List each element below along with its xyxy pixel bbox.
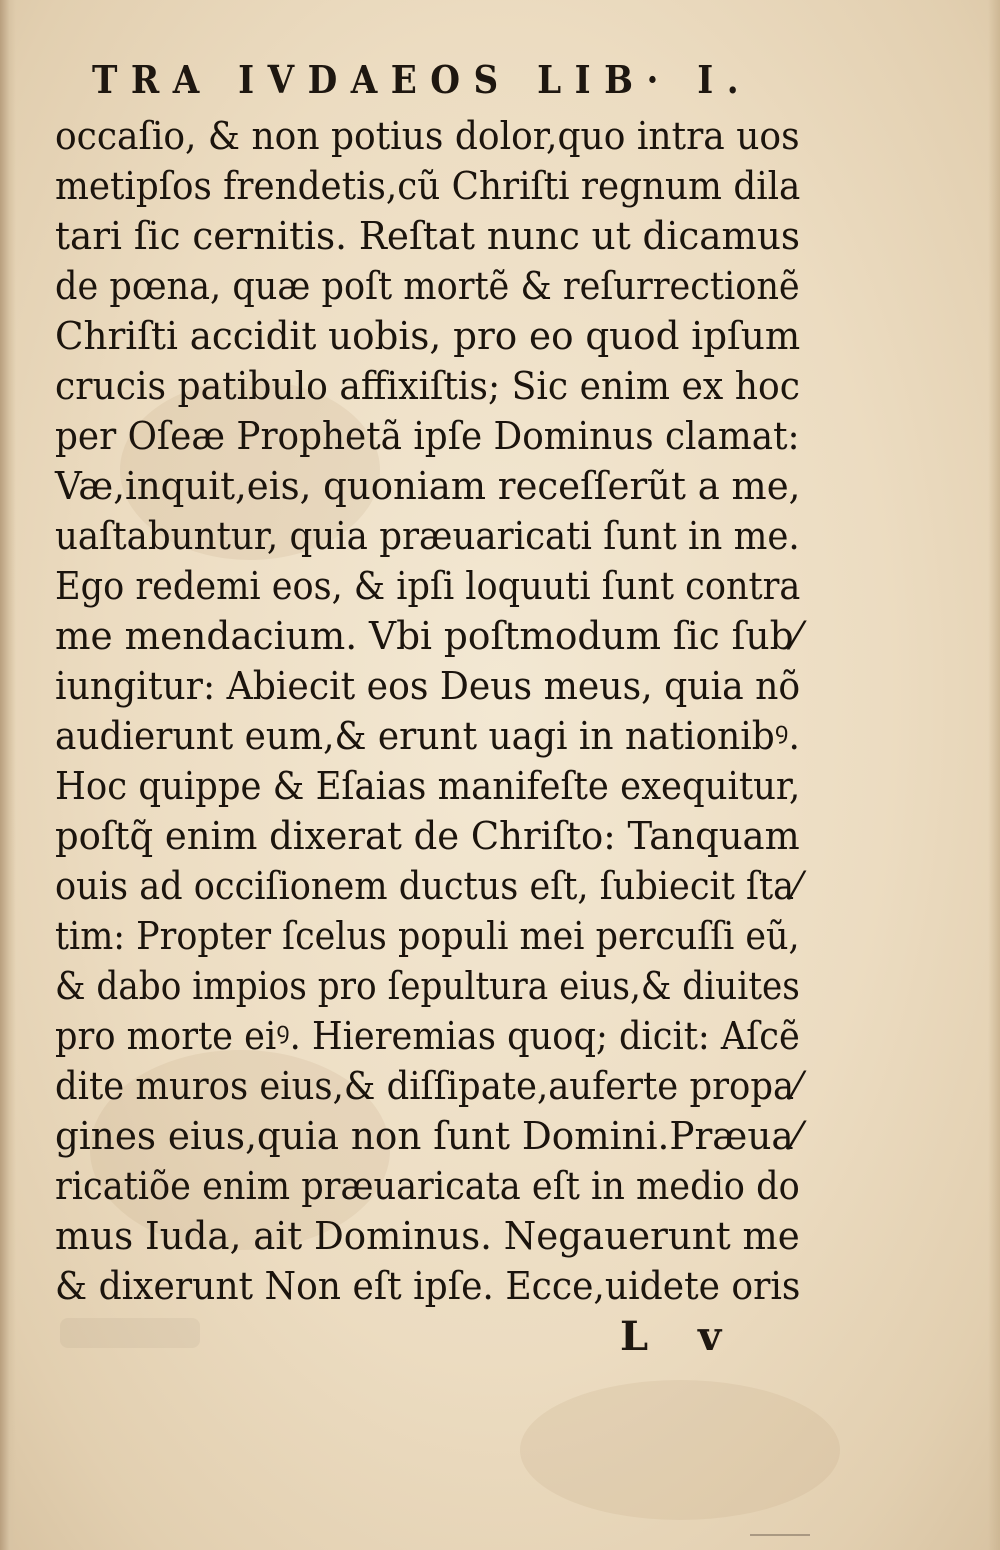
signature-mark: L v bbox=[620, 1313, 740, 1360]
text-line: dite muros eius,& diſſipate,auferte propa⁄ bbox=[55, 1064, 801, 1108]
text-line: iungitur: Abiecit eos Deus meus, quia nõ bbox=[55, 664, 801, 708]
text-line: Chriſti accidit uobis, pro eo quod ipſum bbox=[55, 314, 801, 358]
text-line: mus Iuda, ait Dominus. Negauerunt me bbox=[55, 1214, 800, 1258]
text-line: per Oſeæ Prophetã ipſe Dominus clamat: bbox=[55, 414, 800, 458]
running-head: TRA IVDAEOS LIB· I. bbox=[92, 57, 753, 102]
text-line: pro morte eiꝰ. Hieremias quoq; dicit: Aſcẽ bbox=[55, 1014, 800, 1058]
text-line: uaſtabuntur, quia præuaricati ſunt in me. bbox=[55, 514, 800, 558]
text-line: & dixerunt Non eſt ipſe. Ecce,uidete oris bbox=[55, 1264, 801, 1308]
show-through-ink bbox=[60, 1318, 200, 1348]
page-edge-shadow bbox=[988, 0, 1000, 1550]
text-line: Hoc quippe & Eſaias manifeſte exequitur, bbox=[55, 764, 801, 808]
text-line: ricatiõe enim præuaricata eſt in medio do bbox=[55, 1164, 800, 1208]
paper-stain bbox=[520, 1380, 840, 1520]
text-line: tari ſic cernitis. Reſtat nunc ut dicamus bbox=[55, 214, 801, 258]
page-bottom-mark bbox=[750, 1518, 810, 1536]
text-line: occaſio, & non potius dolor,quo intra uos bbox=[55, 114, 800, 158]
text-line: crucis patibulo affixiſtis; Sic enim ex hoc bbox=[55, 364, 800, 408]
text-line: audierunt eum,& erunt uagi in nationibꝰ. bbox=[55, 714, 800, 758]
text-line: de pœna, quæ poſt mortẽ & reſurrectionẽ bbox=[55, 264, 800, 308]
text-line: tim: Propter ſcelus populi mei percuſſi eũ, bbox=[55, 914, 800, 958]
text-line: me mendacium. Vbi poſtmodum ſic ſub⁄ bbox=[55, 614, 800, 658]
page-binding-shadow bbox=[0, 0, 16, 1550]
text-line: metipſos frendetis,cũ Chriſti regnum dila bbox=[55, 164, 801, 208]
body-text bbox=[55, 112, 800, 1312]
text-line: Ego redemi eos, & ipſi loquuti ſunt contra bbox=[55, 564, 801, 608]
text-line: poſtq̃ enim dixerat de Chriſto: Tanquam bbox=[55, 814, 800, 858]
text-line: gines eius,quia non ſunt Domini.Præua⁄ bbox=[55, 1114, 800, 1158]
text-line: Væ,inquit,eis, quoniam receſſerũt a me, bbox=[55, 464, 801, 508]
text-line: & dabo impios pro ſepultura eius,& diuites bbox=[55, 964, 800, 1008]
text-line: ouis ad occiſionem ductus eſt, ſubiecit ſta⁄ bbox=[55, 864, 800, 908]
